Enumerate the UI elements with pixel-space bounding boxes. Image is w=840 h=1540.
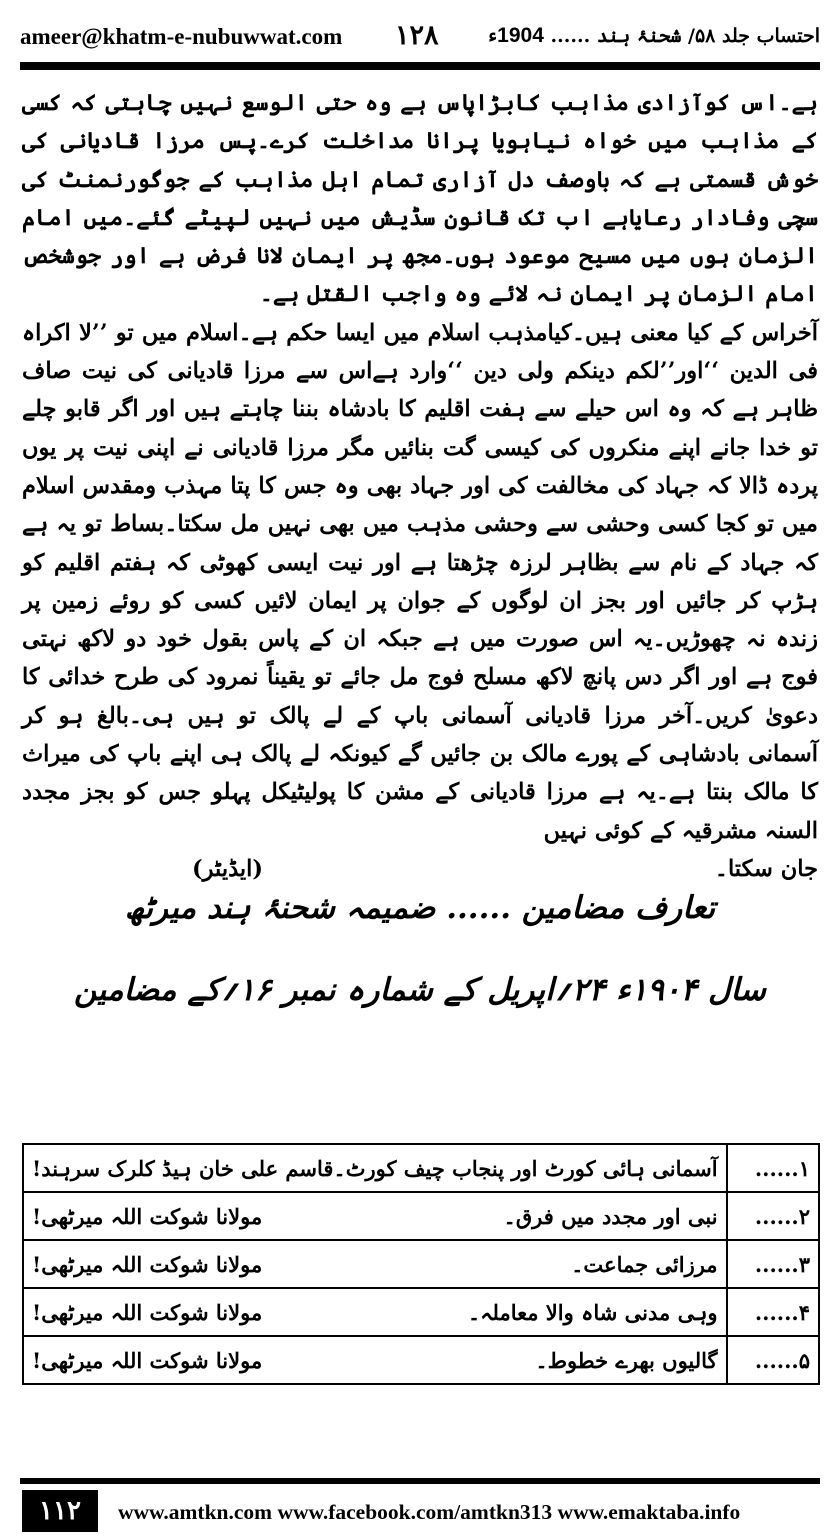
article-author: مولانا شوکت اللہ میرٹھی!: [32, 1347, 263, 1373]
table-row: [23, 1144, 819, 1192]
header-year: 1904: [497, 24, 544, 47]
header-rule: [20, 62, 820, 70]
row-number: ۴......: [727, 1288, 819, 1336]
article-author: قاسم علی خان ہیڈ کلرک سرہند!: [32, 1155, 334, 1181]
contents-table: [22, 1143, 820, 1385]
article-title: نبی اور مجدد میں فرق۔: [503, 1203, 718, 1229]
footer-urls: www.amtkn.com www.facebook.com/amtkn313 www.emaktaba.info: [118, 1500, 741, 1524]
article-title: وہی مدنی شاہ والا معاملہ۔: [467, 1299, 718, 1325]
section-subtitle: سال ۱۹۰۴ء ۲۴؍اپریل کے شمارہ نمبر ۱۶؍کے مضامین: [74, 972, 766, 1008]
row-number: ۲......: [727, 1192, 819, 1240]
paragraph-2: آخراس کے کیا معنی ہیں۔کیامذہب اسلام میں ایسا حکم ہے۔اسلام میں تو ’’لا اکراہ فی الدین ‘‘اور’’لکم دینکم ولی دین ‘‘وارد ہےاس سے مرزا قادیانی کی نیت صاف ظاہر ہے کہ وہ اس حیلے سے ہفت اقلیم کا بادشاہ بننا چاہتے ہیں اور اگر قابو چلے تو خدا جانے اپنے منکروں کی کیسی گت بنائیں مگر مرزا قادیانی نے اپنی نیت پر یوں پردہ ڈالا کہ جہاد کی مخالفت کی اور جہاد بھی وہ جس کا پتا مہذب ومقدس اسلام میں تو کجا کسی وحشی سے وحشی مذہب میں بھی نہیں مل سکتا۔بساط تو یہ ہے کہ جہاد کے نام سے بظاہر لرزہ چڑھتا ہے اور نیت ایسی کھوٹی کہ ہفتم اقلیم کو ہڑپ کر جائیں اور بجز ان لوگوں کے جوان پر ایمان لائیں کسی کو روئے زمین پر زندہ نہ چھوڑیں۔یہ اس صورت میں ہے جبکہ ان کے پاس بقول خود دو لاکھ نہتی فوج ہے اور اگر دس پانچ لاکھ مسلح فوج مل جائے تو یقیناً نمرود کی طرح خدائی کا دعویٰ کریں۔آخر مرزا قادیانی آسمانی باپ کے لے پالک تو ہیں ہی۔بالغ ہو کر آسمانی بادشاہی کے پورے مالک بن جائیں گے کیونکہ لے پالک ہی اپنے باپ کی میراث کا مالک بنتا ہے۔یہ ہے مرزا قادیانی کے مشن کا پولیٹیکل پہلو جس کو بجز مجدد السنہ مشرقیہ کے کوئی نہیں: [22, 319, 818, 844]
header-page-number: ۱۲۸: [395, 20, 439, 51]
article-author: مولانا شوکت اللہ میرٹھی!: [32, 1251, 263, 1277]
paragraph-1: ہے۔اس کوآزادی مذاہب کابڑاپاس ہے وہ حتی الوسع نہیں چاہتی کہ کسی کے مذاہب میں خواہ نیاہویا پرانا مداخلت کرے۔پس مرزا قادیانی کی خوش قسمتی ہے کہ باوصف دل آزاری تمام اہل مذاہب کے جوگورنمنٹ کی سچی وفادار رعایاہے اب تک قانون سڈیش میں نہیں لپیٹے گئے۔میں امام الزمان ہوں میں مسیح موعود ہوں۔مجھ پر ایمان لانا فرض ہے اور جوشخص امام الزمان پر ایمان نہ لائے وہ واجب القتل ہے۔: [22, 90, 818, 308]
table-row: [23, 1240, 819, 1288]
row-number: ۵......: [727, 1336, 819, 1384]
table-row: [23, 1288, 819, 1336]
article-body: [22, 84, 818, 888]
table-row: [23, 1336, 819, 1384]
article-title: آسمانی ہائی کورٹ اور پنجاب چیف کورٹ۔: [333, 1155, 718, 1181]
header-volume-info: [488, 24, 820, 48]
header-dots: ......: [550, 25, 591, 47]
article-title: مرزائی جماعت۔: [571, 1251, 718, 1277]
header-year-suffix: ء: [488, 25, 498, 47]
page-header: [20, 20, 820, 56]
editor-signature: (ایڈیٹر): [192, 855, 264, 882]
row-number: ۳......: [727, 1240, 819, 1288]
section-title: تعارف مضامین ...... ضمیمہ شحنۂ ہند میرٹھ: [124, 890, 716, 926]
header-email: ameer@khatm-e-nubuwwat.com: [20, 24, 343, 49]
footer-rule: [20, 1478, 820, 1484]
article-author: مولانا شوکت اللہ میرٹھی!: [32, 1203, 263, 1229]
article-author: مولانا شوکت اللہ میرٹھی!: [32, 1299, 263, 1325]
row-number: ۱......: [727, 1144, 819, 1192]
footer-page-number: ۱۱۲: [22, 1490, 98, 1532]
table-row: [23, 1192, 819, 1240]
article-title: گالیوں بھرے خطوط۔: [535, 1347, 718, 1373]
closing-line: [22, 850, 818, 888]
header-volume: احتساب جلد ۵۸/ شحنۂ ہند: [596, 25, 820, 47]
closing-text: جان سکتا۔: [714, 855, 818, 882]
